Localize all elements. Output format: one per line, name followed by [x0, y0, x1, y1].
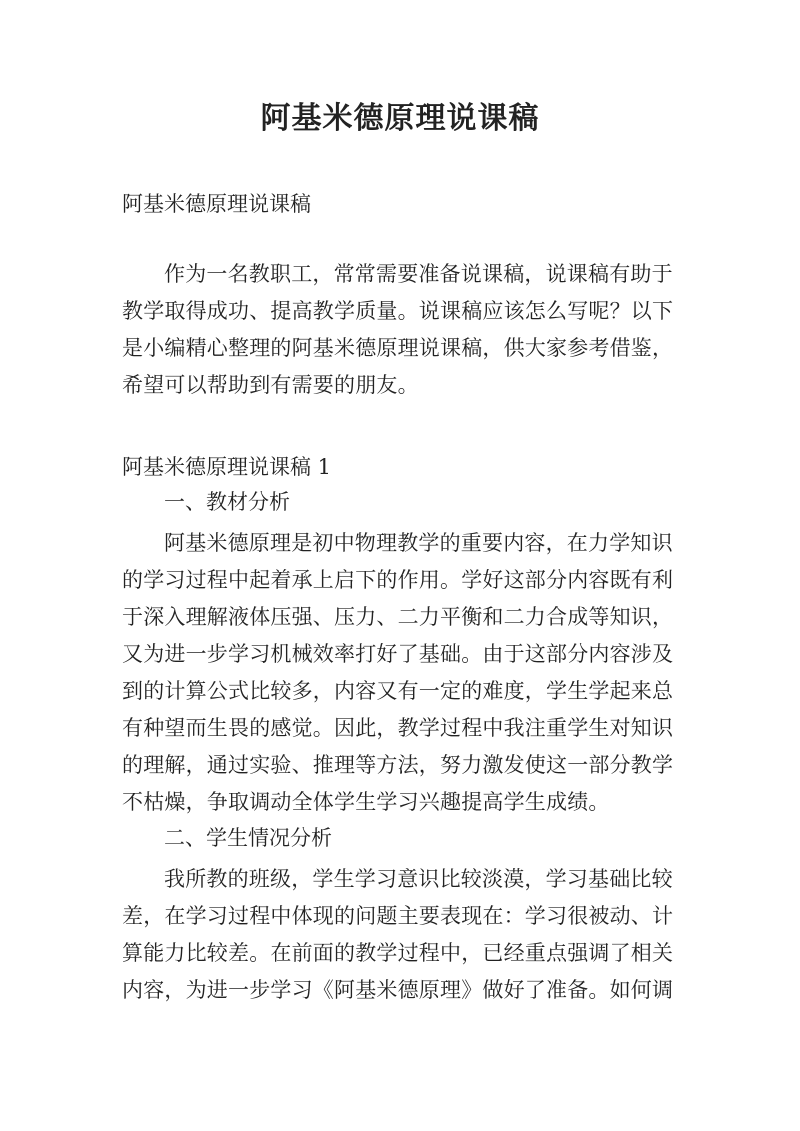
- section1-paragraph: [122, 525, 682, 821]
- section2-line: 差，在学习过程中体现的问题主要表现在：学习很被动、计: [122, 904, 674, 928]
- section2-line: 算能力比较差。在前面的教学过程中，已经重点强调了相关: [122, 941, 674, 965]
- section1-line: 又为进一步学习机械效率打好了基础。由于这部分内容涉及: [122, 642, 674, 666]
- section1-line: 有种望而生畏的感觉。因此，教学过程中我注重学生对知识: [122, 716, 674, 740]
- section2-line: 我所教的班级，学生学习意识比较淡漠，学习基础比较: [164, 867, 673, 891]
- intro-line: 作为一名教职工，常常需要准备说课稿，说课稿有助于: [164, 262, 673, 286]
- intro-line: 教学取得成功、提高教学质量。说课稿应该怎么写呢？以下: [122, 299, 674, 323]
- section1-line: 的理解，通过实验、推理等方法，努力激发使这一部分教学: [122, 753, 674, 777]
- section1-heading: 一、教材分析: [164, 490, 290, 514]
- intro-line: 希望可以帮助到有需要的朋友。: [122, 373, 419, 397]
- document-title: 阿基米德原理说课稿: [260, 101, 540, 136]
- section2-heading: 二、学生情况分析: [164, 826, 332, 850]
- intro-paragraph: [122, 256, 682, 404]
- section1-line: 不枯燥，争取调动全体学生学习兴趣提高学生成绩。: [122, 790, 610, 814]
- section1-line: 于深入理解液体压强、压力、二力平衡和二力合成等知识，: [122, 605, 674, 629]
- section2-line: 内容，为进一步学习《阿基米德原理》做好了准备。如何调: [122, 978, 674, 1002]
- article-heading: 阿基米德原理说课稿 1: [122, 455, 332, 479]
- document-subtitle: 阿基米德原理说课稿: [122, 192, 311, 216]
- section1-line: 的学习过程中起着承上启下的作用。学好这部分内容既有利: [122, 568, 674, 592]
- section2-paragraph: [122, 861, 682, 1009]
- section1-line: 到的计算公式比较多，内容又有一定的难度，学生学起来总: [122, 679, 674, 703]
- section1-line: 阿基米德原理是初中物理教学的重要内容，在力学知识: [164, 531, 673, 555]
- intro-line: 是小编精心整理的阿基米德原理说课稿，供大家参考借鉴，: [122, 336, 674, 360]
